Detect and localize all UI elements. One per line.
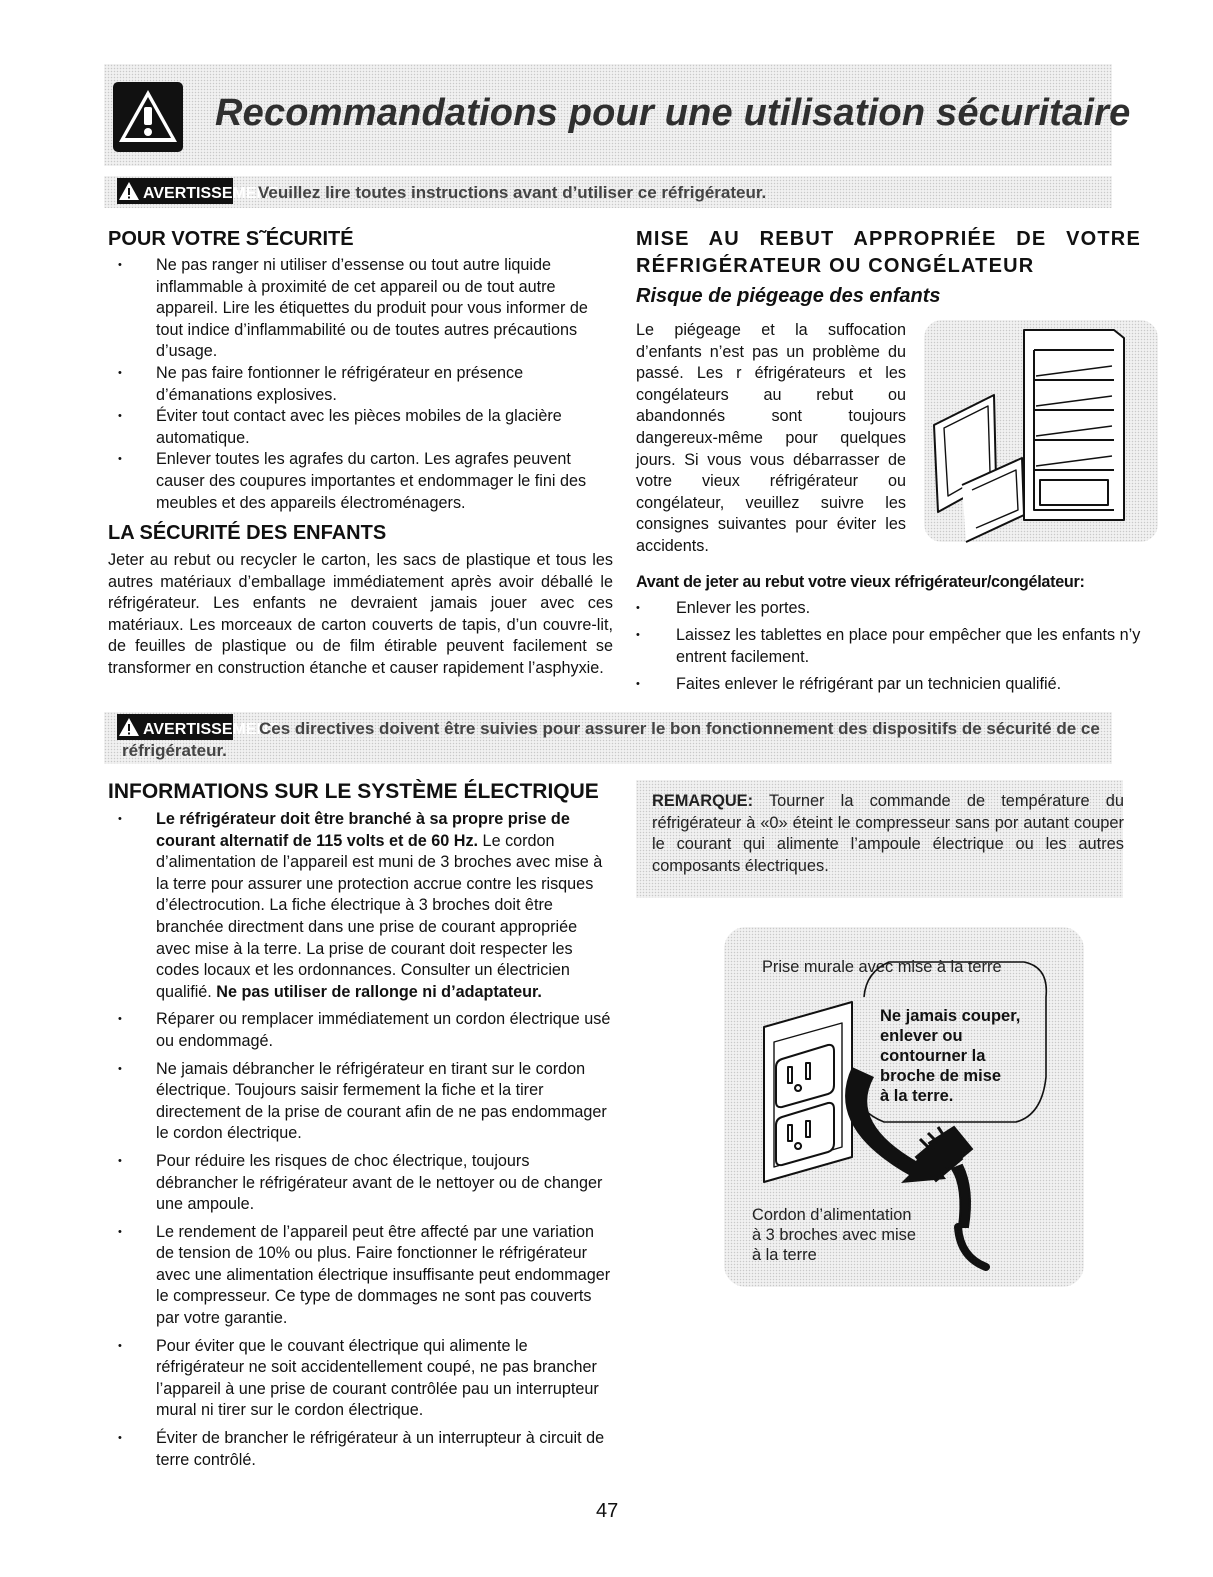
warning-badge-label: AVERTISSEMENT [143,185,278,202]
cord-label-line: à 3 broches avec mise [752,1226,916,1244]
warning-badge-icon [117,714,278,740]
item-text: Le cordon d’alimentation de l’appareil est muni de 3 broches avec mise à la terre pour assurer une protection accrue contre les risques d’électrocution. La fiche électrique à 3 broches doit être branchée directment dans une prise de courant appropriée avec mise à la terre. La prise de courant doit respecter les codes locaux et les ordonnances. Consulter un électricien qualifié. [156,831,603,1001]
warning-text-2b: réfrigérateur. [122,741,227,760]
callout-line: enlever ou [880,1027,963,1045]
electric-heading: INFORMATIONS SUR LE SYSTÈME ÉLECTRIQUE [108,780,599,803]
list-item: • Ne pas ranger ni utiliser d’essense ou tout autre liquide inflammable à proximité de cet appareil ou de tout autre appareil. Lire les étiquettes du produit pour vous informer de tout indice d’inflammabilité ou de toutes autres précautions d’usage. [118,255,618,363]
warning-text-2: Ces directives doivent être suivies pour assurer le bon fonctionnement des dispositifs de sécurité de ce [259,719,1100,738]
callout-line: Ne jamais couper, [880,1007,1021,1025]
page-title: Recommandations pour une utilisation sécuritaire [215,92,1131,134]
cord-label-line: à la terre [752,1246,817,1264]
disposal-text: Le piégeage et la suffocation d’enfants n’est pas un problème du passé. Les r éfrigérateurs et les congélateurs au rebut ou abandonnés sont toujours dangereux-même pour quelques jours. Si vous vous débarrasser de votre vieux réfrigérateur ou congélateur, veuillez suivre les consignes suivantes pour éviter les accidents. [636,321,906,555]
warning-badge-label: AVERTISSEMENT [143,721,278,738]
list-item: • Enlever les portes. [636,598,1146,620]
list-item: • Pour réduire les risques de choc électrique, toujours débrancher le réfrigérateur avant de le nettoyer ou de changer une ampoule. [118,1151,613,1216]
callout-text [880,1006,1020,1106]
list-item: • Éviter tout contact avec les pièces mobiles de la glacière automatique. [118,406,618,449]
callout-line: broche de mise [880,1067,1002,1085]
list-item: • Faites enlever le réfrigérant par un technicien qualifié. [636,674,1146,696]
list-item: • Pour éviter que le couvant électrique qui alimente le réfrigérateur ne soit accidentellement coupé, ne pas brancher l’appareil à une prise de courant contrôlée pau un interrupteur mural ni tirer sur le cordon électrique. [118,1336,613,1422]
electric-list [118,809,613,1471]
cord-label-line: Cordon d’alimentation [752,1206,912,1224]
list-item: • Réparer ou remplacer immédiatement un cordon électrique usé ou endommagé. [118,1009,613,1052]
disposal-subheading: Risque de piégeage des enfants [636,285,941,307]
callout-line: contourner la [880,1047,986,1065]
outlet-label: Prise murale avec mise à la terre [762,958,1002,976]
note-body: Tourner la commande de température du réfrigérateur à «0» éteint le compresseur sans por autant couper le courant qui alimente l’ampoule électrique ou les autres composants électriques. [652,792,1124,875]
page-number: 47 [596,1500,619,1522]
list-item: • Éviter de brancher le réfrigérateur à un interrupteur à circuit de terre contrôlé. [118,1428,613,1471]
note-label: REMARQUE: [652,792,754,810]
cord-label [752,1205,916,1265]
refrigerator-icon [924,320,1158,542]
emphasis-text: Le réfrigérateur doit être branché à sa propre prise de courant alternatif de 115 volts et de 60 Hz. [156,810,570,850]
warning-badge-icon [117,178,278,204]
note-text [652,791,1124,877]
disposal-heading: MISE AU REBUT APPROPRIÉE DE VOTRE [636,228,1141,250]
list-item: • Laissez les tablettes en place pour empêcher que les enfants n’y entrent facilement. [636,625,1146,668]
callout-line: à la terre. [880,1087,954,1105]
disposal-heading-2: RÉFRIGÉRATEUR OU CONGÉLATEUR [636,255,1035,277]
list-item [118,809,613,1003]
before-disposal-label: Avant de jeter au rebut votre vieux réfrigérateur/congélateur: [636,573,1085,591]
warning-triangle-icon [113,82,183,152]
child-safety-text: Jeter au rebut ou recycler le carton, les sacs de plastique et tous les autres matériaux d’emballage immédiatement après avoir déballé le réfrigérateur. Les enfants ne devraient jamais jouer avec ces matériaux. Les morceaux de carton couverts de tapis, d’un couvre-lit, de feuilles de plastique ou de film étirable peuvent facilement se transformer en construction étanche et causer rapidement l’asphyxie. [108,551,613,677]
list-item: • Ne pas faire fontionner le réfrigérateur en présence d’émanations explosives. [118,363,618,406]
disposal-list [636,598,1146,701]
emphasis-text: Ne pas utiliser de rallonge ni d’adaptateur. [216,982,542,1001]
child-safety-heading: LA SÉCURITÉ DES ENFANTS [108,522,387,544]
list-item: • Ne jamais débrancher le réfrigérateur en tirant sur le cordon électrique. Toujours saisir fermement la fiche et la tirer directement de la prise de courant afin de ne pas endommager le cordon électrique. [118,1059,613,1145]
safety-heading: POUR VOTRE S˜ÉCURITÉ [108,228,354,250]
safety-list [118,255,618,514]
list-item: • Le rendement de l’appareil peut être affecté par une variation de tension de 10% ou plus. Faire fonctionner le réfrigérateur avec une alimentation électrique insuffisante peut endommager le compresseur. Ce type de dommages ne sont pas couverts par votre garantie. [118,1222,613,1330]
list-item: • Enlever toutes les agrafes du carton. Les agrafes peuvent causer des coupures importantes et endommager le fini des meubles et des appareils électroménagers. [118,449,618,514]
warning-text: Veuillez lire toutes instructions avant d’utiliser ce réfrigérateur. [258,183,767,202]
